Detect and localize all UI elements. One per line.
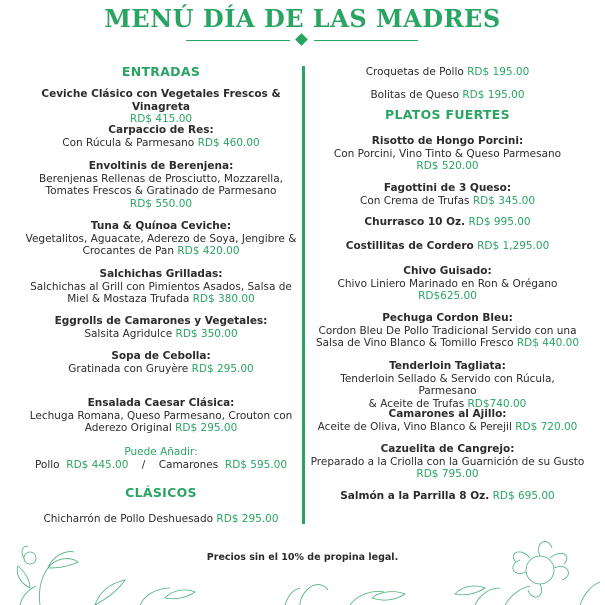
item-price: RD$ 520.00 — [416, 160, 479, 173]
item-price: RD$ 380.00 — [192, 293, 255, 306]
menu-item — [20, 315, 302, 340]
item-price: RD$740.00 — [467, 397, 527, 410]
item-price: RD$ 995.00 — [468, 216, 531, 228]
item-desc: Lechuga Romana, Queso Parmesano, Crouton con — [29, 409, 293, 422]
item-price: RD$ 295.00 — [216, 513, 279, 525]
section-heading-entradas: ENTRADAS — [121, 64, 201, 79]
item-price: RD$ 295.00 — [191, 362, 254, 375]
add-camarones-price: RD$ 595.00 — [224, 458, 288, 471]
item-name: Sopa de Cebolla: — [111, 350, 211, 362]
left-column — [20, 66, 302, 536]
item-price: RD$ 440.00 — [516, 337, 580, 350]
floral-decoration — [0, 528, 605, 605]
menu-item — [20, 220, 302, 258]
item-name: Ceviche Clásico con Vegetales Frescos & Vinagreta — [41, 88, 281, 113]
item-desc: Aderezo Original — [84, 422, 172, 435]
add-camarones: Camarones — [158, 458, 219, 471]
ornament-line-right — [314, 40, 418, 41]
item-desc: Aceite de Oliva, Vino Blanco & Perejil — [317, 420, 512, 433]
item-name: Croquetas de Pollo — [365, 66, 464, 78]
add-ons — [20, 446, 302, 471]
menu-item — [310, 265, 585, 303]
item-name: Envoltinis de Berenjena: — [88, 160, 234, 172]
item-price: RD$ 195.00 — [467, 66, 530, 78]
item-price: RD$ 460.00 — [197, 136, 260, 149]
item-desc: Cordon Bleu De Pollo Tradicional Servido con una — [318, 324, 577, 337]
item-name: Pechuga Cordon Bleu: — [382, 312, 513, 324]
item-desc: Crocantes de Pan — [82, 245, 175, 258]
right-column — [310, 66, 585, 536]
item-name: Bolitas de Queso — [370, 89, 460, 101]
item-desc: Con Porcini, Vino Tinto & Queso Parmesano — [333, 147, 562, 160]
menu-item — [310, 490, 585, 503]
item-price: RD$ 195.00 — [462, 89, 525, 101]
add-pollo-price: RD$ 445.00 — [66, 458, 129, 471]
menu-item — [20, 397, 302, 435]
title-ornament — [0, 34, 605, 48]
menu-item — [310, 408, 585, 433]
item-price: RD$ 1,295.00 — [477, 240, 550, 252]
item-price: RD$ 345.00 — [472, 194, 536, 207]
item-name: Fagottini de 3 Queso: — [383, 182, 512, 194]
item-desc: Salchichas al Grill con Pimientos Asados, Salsa de — [30, 280, 292, 293]
item-price: RD$ 420.00 — [177, 245, 240, 258]
item-name: Tuna & Quínoa Ceviche: — [90, 220, 232, 232]
item-name: Eggrolls de Camarones y Vegetales: — [54, 315, 268, 327]
menu-item — [310, 312, 585, 350]
item-desc: Salsa de Vino Blanco & Tomillo Fresco — [315, 337, 514, 350]
item-desc: Tomates Frescos & Gratinado de Parmesano — [45, 185, 277, 198]
item-price: RD$ 295.00 — [175, 422, 238, 435]
item-name: Tenderloin Tagliata: — [389, 360, 506, 372]
menu-item — [20, 513, 302, 526]
add-ons-label: Puede Añadir: — [124, 446, 198, 458]
item-desc: Miel & Mostaza Trufada — [67, 293, 190, 306]
item-price: RD$ 415.00 — [129, 113, 193, 126]
item-name: Carpaccio de Res: — [108, 124, 214, 136]
ornament-line-left — [186, 40, 290, 41]
menu-item — [20, 124, 302, 149]
item-desc: Gratinada con Gruyère — [68, 362, 189, 375]
menu-item — [310, 135, 585, 173]
item-price: RD$ 795.00 — [416, 468, 479, 481]
item-name: Churrasco 10 Oz. — [364, 216, 466, 228]
leaf-icon — [95, 580, 195, 605]
menu-item — [310, 216, 585, 229]
diamond-icon — [295, 33, 308, 46]
footer-note: Precios sin el 10% de propina legal. — [206, 552, 399, 563]
item-desc: Vegetalitos, Aguacate, Aderezo de Soya, Jengibre & — [25, 232, 297, 245]
section-heading-platos-fuertes: PLATOS FUERTES — [385, 107, 510, 122]
item-desc: Preparado a la Criolla con la Guarnición de su Gusto — [310, 455, 585, 468]
column-divider — [302, 66, 305, 524]
item-name: Risotto de Hongo Porcini: — [371, 135, 524, 147]
item-desc: Salsita Agridulce — [84, 327, 173, 340]
menu-title: MENÚ DÍA DE LAS MADRES — [104, 4, 501, 33]
menu-item — [20, 268, 302, 306]
item-desc: Tenderloin Sellado & Servido con Rúcula, Parmesano — [340, 372, 555, 398]
item-name: Cazuelita de Cangrejo: — [380, 443, 515, 455]
item-price: RD$ 720.00 — [515, 420, 578, 433]
item-name: Salmón a la Parrilla 8 Oz. — [340, 490, 490, 502]
item-name: Costillitas de Cordero — [345, 240, 474, 252]
add-separator: / — [141, 458, 146, 471]
item-name: Camarones al Ajillo: — [388, 408, 507, 420]
item-price: RD$ 695.00 — [492, 490, 555, 502]
add-pollo: Pollo — [34, 458, 60, 471]
menu-item — [310, 66, 585, 79]
section-heading-clasicos: CLÁSICOS — [125, 485, 197, 500]
item-desc: Berenjenas Rellenas de Prosciutto, Mozzarella, — [39, 172, 283, 185]
sprig-icon — [285, 585, 405, 605]
item-desc: Con Rúcula & Parmesano — [62, 136, 195, 149]
item-name: Ensalada Caesar Clásica: — [87, 397, 235, 409]
item-price: RD$ 350.00 — [175, 327, 238, 340]
menu-item — [310, 360, 585, 410]
menu-item — [310, 89, 585, 102]
item-name: Salchichas Grilladas: — [99, 268, 223, 280]
item-desc: Con Crema de Trufas — [359, 194, 470, 207]
menu-item — [310, 240, 585, 253]
item-price: RD$625.00 — [418, 290, 477, 303]
item-price: RD$ 550.00 — [129, 197, 193, 210]
item-desc: & Aceite de Trufas — [368, 397, 465, 410]
menu-item — [310, 443, 585, 481]
menu-item — [20, 160, 302, 210]
menu-item — [20, 350, 302, 375]
item-desc: Chivo Liniero Marinado en Ron & Orégano — [337, 277, 558, 290]
item-name: Chicharrón de Pollo Deshuesado — [43, 513, 214, 525]
item-name: Chivo Guisado: — [403, 265, 492, 277]
menu-item — [20, 88, 302, 126]
menu-item — [310, 182, 585, 207]
